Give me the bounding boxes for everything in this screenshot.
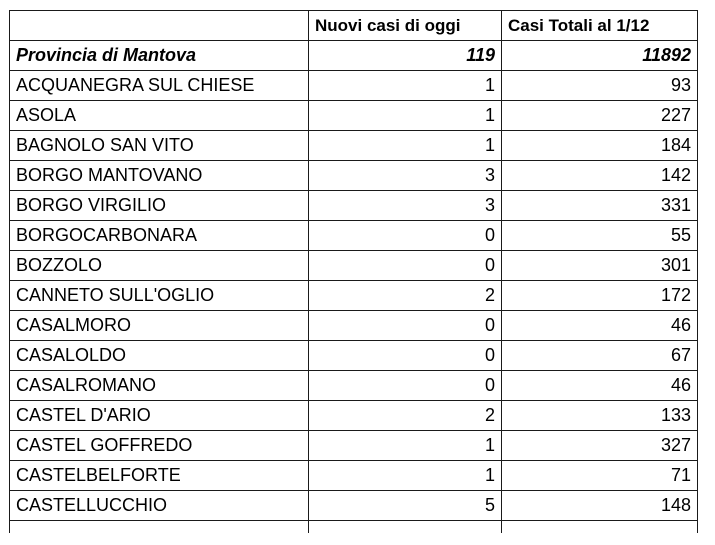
table-row	[10, 71, 698, 101]
table-row	[10, 281, 698, 311]
municipality-name[interactable]: BAGNOLO SAN VITO	[10, 131, 309, 161]
municipality-name[interactable]: CASALMORO	[10, 311, 309, 341]
municipality-name[interactable]: CASALOLDO	[10, 341, 309, 371]
total-cases-cell[interactable]: 133	[502, 401, 698, 431]
municipality-name[interactable]: CASTELBELFORTE	[10, 461, 309, 491]
municipality-name[interactable]: BOZZOLO	[10, 251, 309, 281]
table-row	[10, 341, 698, 371]
header-name-cell[interactable]	[10, 11, 309, 41]
table-row	[10, 191, 698, 221]
new-cases-cell[interactable]: 0	[309, 371, 502, 401]
total-cases-cell[interactable]: 327	[502, 431, 698, 461]
table-row	[10, 491, 698, 521]
province-total-cases[interactable]: 11892	[502, 41, 698, 71]
new-cases-cell[interactable]: 0	[309, 341, 502, 371]
table-row	[10, 221, 698, 251]
table-row	[10, 161, 698, 191]
total-cases-cell[interactable]: 46	[502, 311, 698, 341]
new-cases-cell[interactable]: 2	[309, 401, 502, 431]
new-cases-cell[interactable]: 0	[309, 251, 502, 281]
table-row	[10, 251, 698, 281]
total-cases-cell[interactable]: 67	[502, 341, 698, 371]
municipality-name[interactable]: ASOLA	[10, 101, 309, 131]
table-row	[10, 431, 698, 461]
municipality-name[interactable]: CASTEL D'ARIO	[10, 401, 309, 431]
new-cases-cell[interactable]: 0	[309, 221, 502, 251]
total-cases-cell[interactable]: 93	[502, 71, 698, 101]
new-cases-cell[interactable]: 5	[309, 491, 502, 521]
header-new-cases[interactable]: Nuovi casi di oggi	[309, 11, 502, 41]
table-row	[10, 311, 698, 341]
total-cases-cell[interactable]: 71	[502, 461, 698, 491]
new-cases-cell[interactable]: 2	[309, 281, 502, 311]
table-row	[10, 401, 698, 431]
municipality-name[interactable]: CANNETO SULL'OGLIO	[10, 281, 309, 311]
table-row	[10, 101, 698, 131]
partial-row	[10, 521, 698, 533]
new-cases-cell[interactable]: 1	[309, 101, 502, 131]
new-cases-cell[interactable]: 0	[309, 311, 502, 341]
municipality-name[interactable]: ACQUANEGRA SUL CHIESE	[10, 71, 309, 101]
table-row	[10, 371, 698, 401]
municipality-name[interactable]: CASTELLUCCHIO	[10, 491, 309, 521]
total-cases-cell[interactable]: 148	[502, 491, 698, 521]
new-cases-cell[interactable]: 3	[309, 191, 502, 221]
total-cases-cell[interactable]: 301	[502, 251, 698, 281]
total-cases-cell[interactable]: 142	[502, 161, 698, 191]
total-cases-cell[interactable]: 55	[502, 221, 698, 251]
partial-cell[interactable]	[502, 521, 698, 533]
partial-cell[interactable]	[309, 521, 502, 533]
province-name[interactable]: Provincia di Mantova	[10, 41, 309, 71]
header-row	[10, 11, 698, 41]
total-cases-cell[interactable]: 46	[502, 371, 698, 401]
new-cases-cell[interactable]: 1	[309, 431, 502, 461]
table-row	[10, 461, 698, 491]
new-cases-cell[interactable]: 1	[309, 131, 502, 161]
municipality-name[interactable]: BORGO VIRGILIO	[10, 191, 309, 221]
municipality-name[interactable]: CASALROMANO	[10, 371, 309, 401]
province-new-cases[interactable]: 119	[309, 41, 502, 71]
cases-table	[9, 10, 698, 533]
partial-cell[interactable]	[10, 521, 309, 533]
table-row	[10, 131, 698, 161]
new-cases-cell[interactable]: 1	[309, 71, 502, 101]
municipality-name[interactable]: BORGOCARBONARA	[10, 221, 309, 251]
total-cases-cell[interactable]: 227	[502, 101, 698, 131]
new-cases-cell[interactable]: 3	[309, 161, 502, 191]
new-cases-cell[interactable]: 1	[309, 461, 502, 491]
municipality-name[interactable]: CASTEL GOFFREDO	[10, 431, 309, 461]
spreadsheet-table-container	[9, 10, 698, 533]
total-cases-cell[interactable]: 184	[502, 131, 698, 161]
province-total-row	[10, 41, 698, 71]
total-cases-cell[interactable]: 172	[502, 281, 698, 311]
municipality-name[interactable]: BORGO MANTOVANO	[10, 161, 309, 191]
header-total-cases[interactable]: Casi Totali al 1/12	[502, 11, 698, 41]
total-cases-cell[interactable]: 331	[502, 191, 698, 221]
